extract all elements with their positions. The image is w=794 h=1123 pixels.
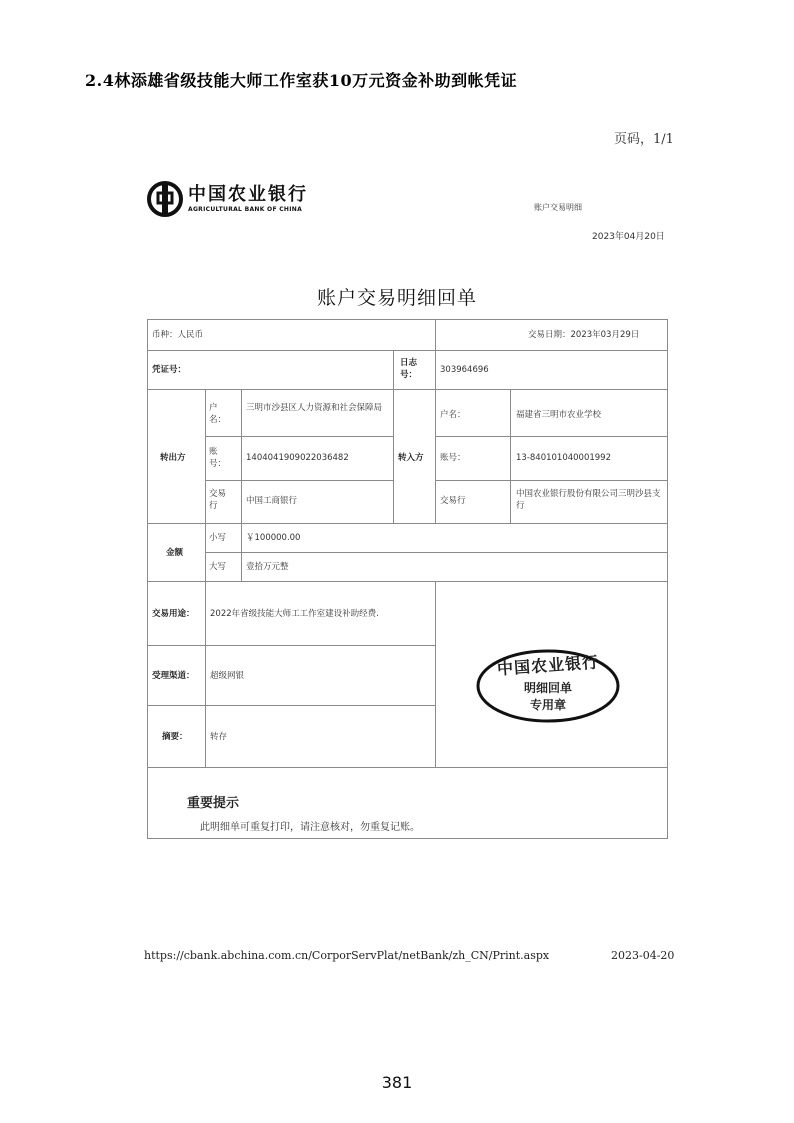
- bank-stamp: [474, 648, 622, 724]
- bank-name-en: AGRICULTURAL BANK OF CHINA: [188, 206, 303, 213]
- purpose-label: 交易用途：: [152, 609, 195, 619]
- bank-logo: [146, 180, 336, 220]
- payer-account-label: 账号：: [209, 447, 227, 469]
- trade-date: 交易日期：2023年03月29日: [528, 330, 640, 340]
- stamp-line-1: 中国农业银行: [496, 652, 600, 679]
- stamp-line-3: 专用章: [529, 698, 566, 712]
- document-heading: 2.4林添雄省级技能大师工作室获10万元资金补助到帐凭证: [85, 71, 518, 90]
- currency: 币种：人民币: [152, 330, 204, 340]
- issue-date: 2023年04月20日: [592, 232, 665, 242]
- amount-lower: ￥100000.00: [246, 533, 301, 543]
- print-url: https://cbank.abchina.com.cn/CorporServPlat/netBank/zh_CN/Print.aspx: [144, 949, 550, 962]
- log-value: 303964696: [440, 365, 489, 375]
- summary-label: 摘要：: [162, 732, 188, 742]
- print-date: 2023-04-20: [611, 949, 675, 962]
- page-number: 381: [381, 1073, 413, 1092]
- amount-section: 金额: [166, 548, 184, 558]
- summary: 转存: [210, 732, 228, 742]
- stamp-line-2: 明细回单: [523, 681, 572, 695]
- notice-title: 重要提示: [187, 796, 240, 811]
- amount-upper: 壹拾万元整: [246, 562, 289, 572]
- form-title: 账户交易明细回单: [316, 287, 477, 309]
- payee-bank-label: 交易行: [440, 496, 466, 506]
- payee-account-label: 账号：: [440, 453, 466, 463]
- payee-section: 转入方: [398, 453, 424, 463]
- payee-bank: 中国农业银行股份有限公司三明沙县支行: [516, 489, 661, 511]
- payer-section: 转出方: [160, 453, 186, 463]
- payee-name: 福建省三明市农业学校: [516, 410, 602, 420]
- detail-label: 账户交易明细: [534, 203, 582, 212]
- amount-lower-label: 小写: [209, 533, 227, 543]
- amount-upper-label: 大写: [209, 562, 227, 572]
- bank-name-cn: 中国农业银行: [188, 184, 308, 205]
- payer-name: 三明市沙县区人力资源和社会保障局: [246, 403, 383, 413]
- purpose: 2022年省级技能大师工工作室建设补助经费.: [210, 609, 379, 619]
- channel-label: 受理渠道：: [152, 671, 195, 681]
- payee-account: 13-840101040001992: [516, 453, 612, 463]
- voucher-label: 凭证号：: [152, 365, 187, 375]
- receipt-table: [147, 319, 668, 839]
- payer-bank: 中国工商银行: [246, 496, 298, 506]
- page-indicator: 页码，1/1: [614, 132, 674, 147]
- payer-account: 1404041909022036482: [246, 453, 349, 463]
- payer-name-label: 户名：: [209, 403, 227, 425]
- abc-logo-icon: [146, 180, 184, 218]
- channel: 超级网银: [210, 671, 245, 681]
- payer-bank-label: 交易行: [209, 489, 227, 511]
- notice-text: 此明细单可重复打印，请注意核对，勿重复记账。: [200, 822, 420, 833]
- payee-name-label: 户名：: [440, 410, 466, 420]
- log-label: 日志号：: [400, 358, 418, 380]
